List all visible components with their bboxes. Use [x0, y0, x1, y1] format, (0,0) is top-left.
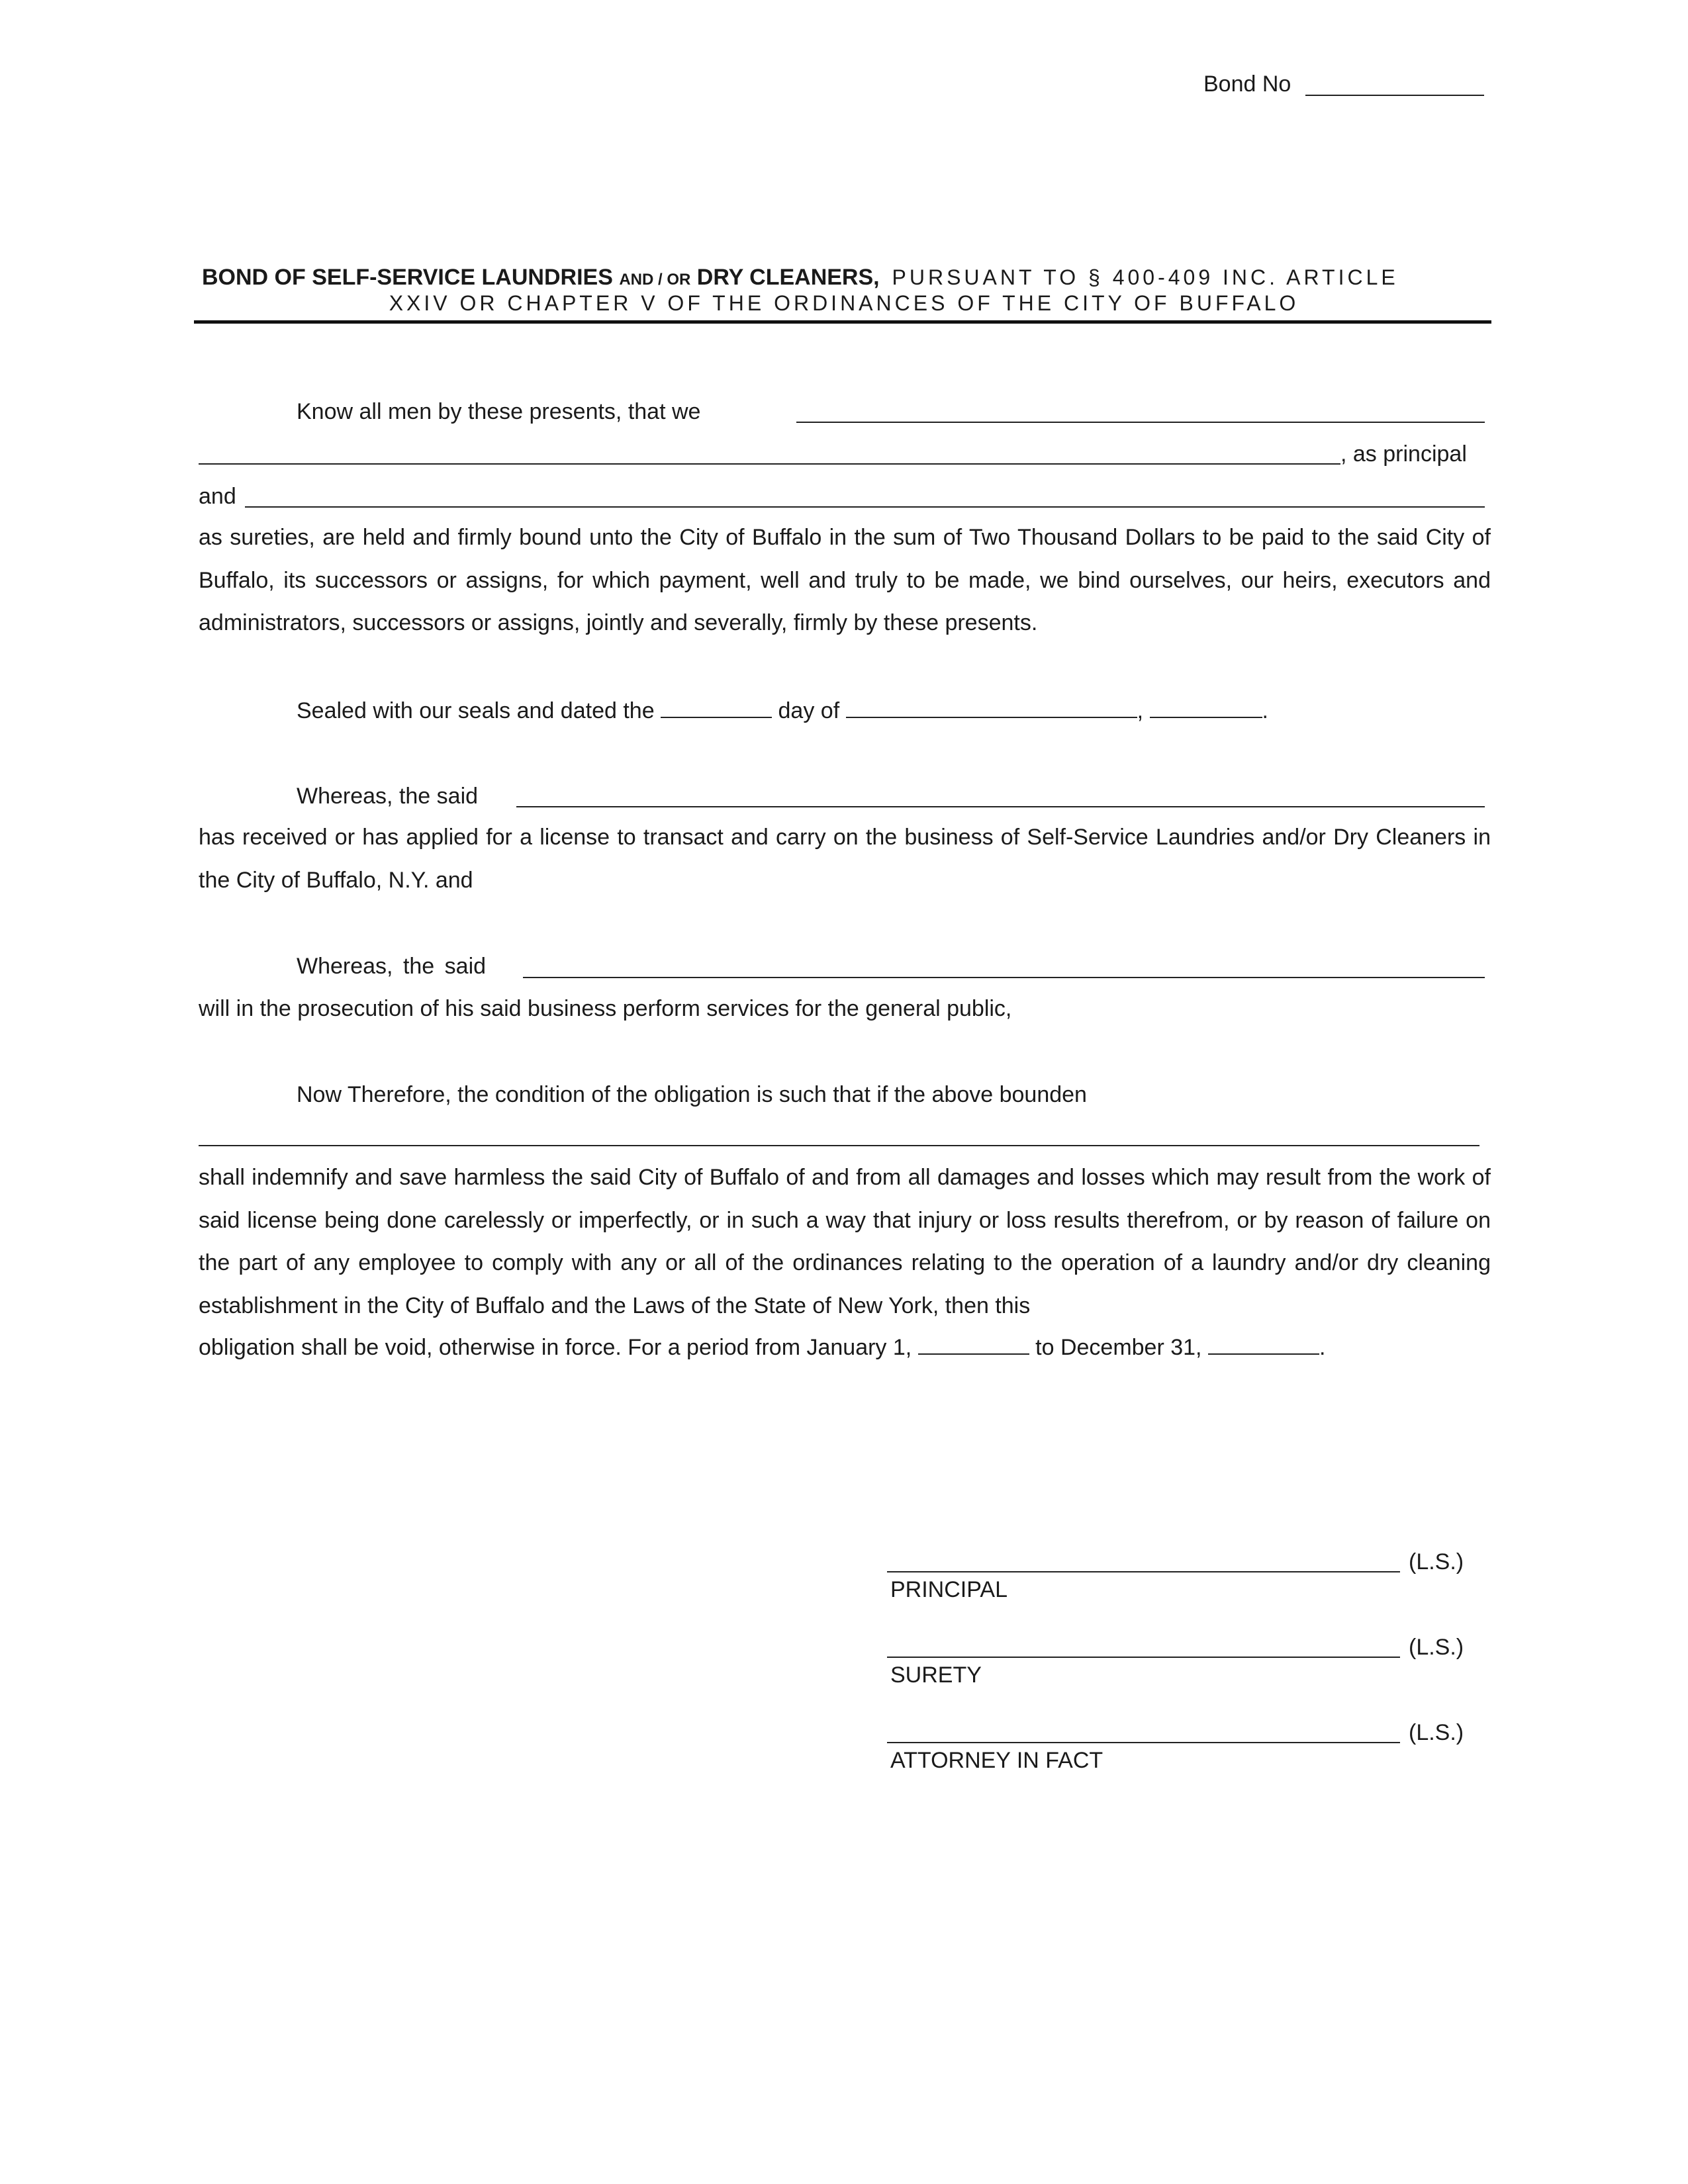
and-text: and: [199, 484, 236, 509]
now-therefore-text: Now Therefore, the condition of the obligation is such that if the above bounden: [297, 1082, 1087, 1107]
bond-no-label: Bond No: [1203, 71, 1291, 97]
sealed-day-field[interactable]: [661, 697, 772, 718]
bond-no-field[interactable]: [1305, 95, 1484, 96]
know-all-text: Know all men by these presents, that we: [297, 399, 701, 424]
indemnify-paragraph: shall indemnify and save harmless the said City of Buffalo of and from all damages and losses which may result from the work of said license being done carelessly or imperfectly, or in such a way that injury or loss results therefrom, or by reason of failure on the part of any employee to comply with any or all of the ordinances relating to the operation of a laundry and/or dry cleaning establishment in the City of Buffalo and the Laws of the State of New York, then this: [199, 1165, 1491, 1318]
document-title: BOND OF SELF-SERVICE LAUNDRIES AND / OR DRY CLEANERS, PURSUANT TO § 400-409 INC. ARTICLE: [202, 265, 1399, 290]
whereas1-prefix: Whereas, the said: [297, 784, 479, 809]
whereas1-paragraph: has received or has applied for a license to transact and carry on the business of Self-Service Laundries and/or Dry Cleaners in the City of Buffalo, N.Y. and: [199, 825, 1491, 893]
bounden-name-field[interactable]: [199, 1145, 1479, 1146]
surety-ls: (L.S.): [1409, 1635, 1464, 1660]
as-principal-text: , as principal: [1340, 441, 1467, 467]
principal-signature-line[interactable]: [887, 1571, 1400, 1572]
attorney-signature-line[interactable]: [887, 1742, 1400, 1743]
principal-label: PRINCIPAL: [890, 1577, 1008, 1602]
principal-ls: (L.S.): [1409, 1549, 1464, 1574]
whereas2-name-field[interactable]: [523, 977, 1485, 978]
title-rule: [194, 320, 1491, 324]
period-end-year-field[interactable]: [1208, 1334, 1319, 1355]
obligor-name-field-2[interactable]: [199, 463, 1340, 465]
period-line: obligation shall be void, otherwise in force. For a period from January 1, to December 31, .: [199, 1335, 1326, 1360]
whereas1-name-field[interactable]: [516, 806, 1485, 807]
period-start-year-field[interactable]: [918, 1334, 1029, 1355]
sureties-name-field[interactable]: [245, 506, 1485, 508]
surety-signature-line[interactable]: [887, 1657, 1400, 1658]
sealed-line: Sealed with our seals and dated the day of , .: [297, 698, 1268, 723]
surety-label: SURETY: [890, 1662, 982, 1688]
sealed-month-field[interactable]: [846, 697, 1137, 718]
document-title-line2: XXIV OR CHAPTER V OF THE ORDINANCES OF THE CITY OF BUFFALO: [389, 291, 1299, 315]
sureties-paragraph: as sureties, are held and firmly bound unto the City of Buffalo in the sum of Two Thousand Dollars to be paid to the said City of Buffalo, its successors or assigns, for which payment, well and truly to be made, we bind ourselves, our heirs, executors and administrators, successors or assigns, jointly and severally, firmly by these presents.: [199, 525, 1491, 635]
whereas2-text: will in the prosecution of his said business perform services for the general public,: [199, 996, 1012, 1021]
whereas2-prefix: Whereas, the said: [297, 954, 487, 979]
sealed-year-field[interactable]: [1150, 697, 1262, 718]
attorney-ls: (L.S.): [1409, 1720, 1464, 1745]
attorney-label: ATTORNEY IN FACT: [890, 1748, 1103, 1773]
obligor-name-field[interactable]: [796, 422, 1485, 423]
